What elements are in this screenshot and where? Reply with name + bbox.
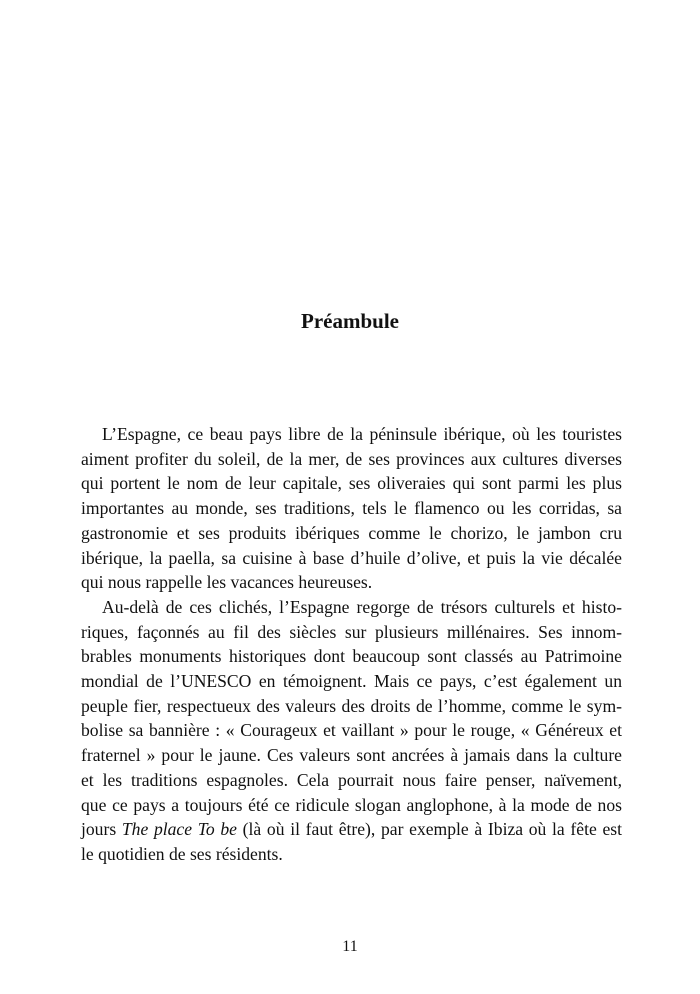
text-segment: jours [81, 819, 122, 840]
page-title: Préambule [301, 309, 399, 333]
page-number: 11 [342, 938, 358, 955]
text-line: Au-delà de ces clichés, l’Espagne regorge de trésors culturels et histo- [102, 596, 622, 617]
text-line: aiment profiter du soleil, de la mer, de ses provinces aux cultures diverses [81, 448, 622, 469]
paragraph-1 [81, 422, 622, 595]
text-line: qui portent le nom de leur capitale, ses oliveraies qui sont parmi les plus [81, 473, 622, 494]
text-line: le quotidien de ses résidents. [81, 843, 283, 864]
text-line: brables monuments historiques dont beaucoup sont classés au Patrimoine [81, 646, 622, 667]
text-line-with-italic [81, 817, 622, 842]
body-text [81, 422, 622, 867]
text-line: peuple fier, respectueux des valeurs des droits de l’homme, comme le sym- [81, 695, 622, 716]
text-line: ibérique, la paella, sa cuisine à base d’huile d’olive, et puis la vie décalée [81, 547, 622, 568]
text-line: que ce pays a toujours été ce ridicule slogan anglophone, à la mode de nos [81, 794, 622, 815]
italic-phrase: The place To be [121, 819, 237, 840]
text-line: riques, façonnés au fil des siècles sur plusieurs millénaires. Ses innom- [81, 621, 622, 642]
text-line: fraternel » pour le jaune. Ces valeurs sont ancrées à jamais dans la culture [81, 745, 622, 766]
text-line: bolise sa bannière : « Courageux et vaillant » pour le rouge, « Généreux et [81, 720, 622, 741]
text-line: L’Espagne, ce beau pays libre de la péninsule ibérique, où les touristes [102, 424, 622, 444]
text-segment: (là où il faut être), par exemple à Ibiza où la fête est [237, 819, 623, 840]
paragraph-2 [81, 595, 622, 867]
text-line: mondial de l’UNESCO en témoignent. Mais ce pays, c’est également un [81, 671, 622, 692]
text-line: et les traditions espagnoles. Cela pourrait nous faire penser, naïvement, [81, 769, 622, 790]
text-line: gastronomie et ses produits ibériques comme le chorizo, le jambon cru [81, 522, 622, 543]
text-line: qui nous rappelle les vacances heureuses. [81, 572, 373, 593]
text-line: importantes au monde, ses traditions, tels le flamenco ou les corridas, sa [81, 498, 622, 519]
